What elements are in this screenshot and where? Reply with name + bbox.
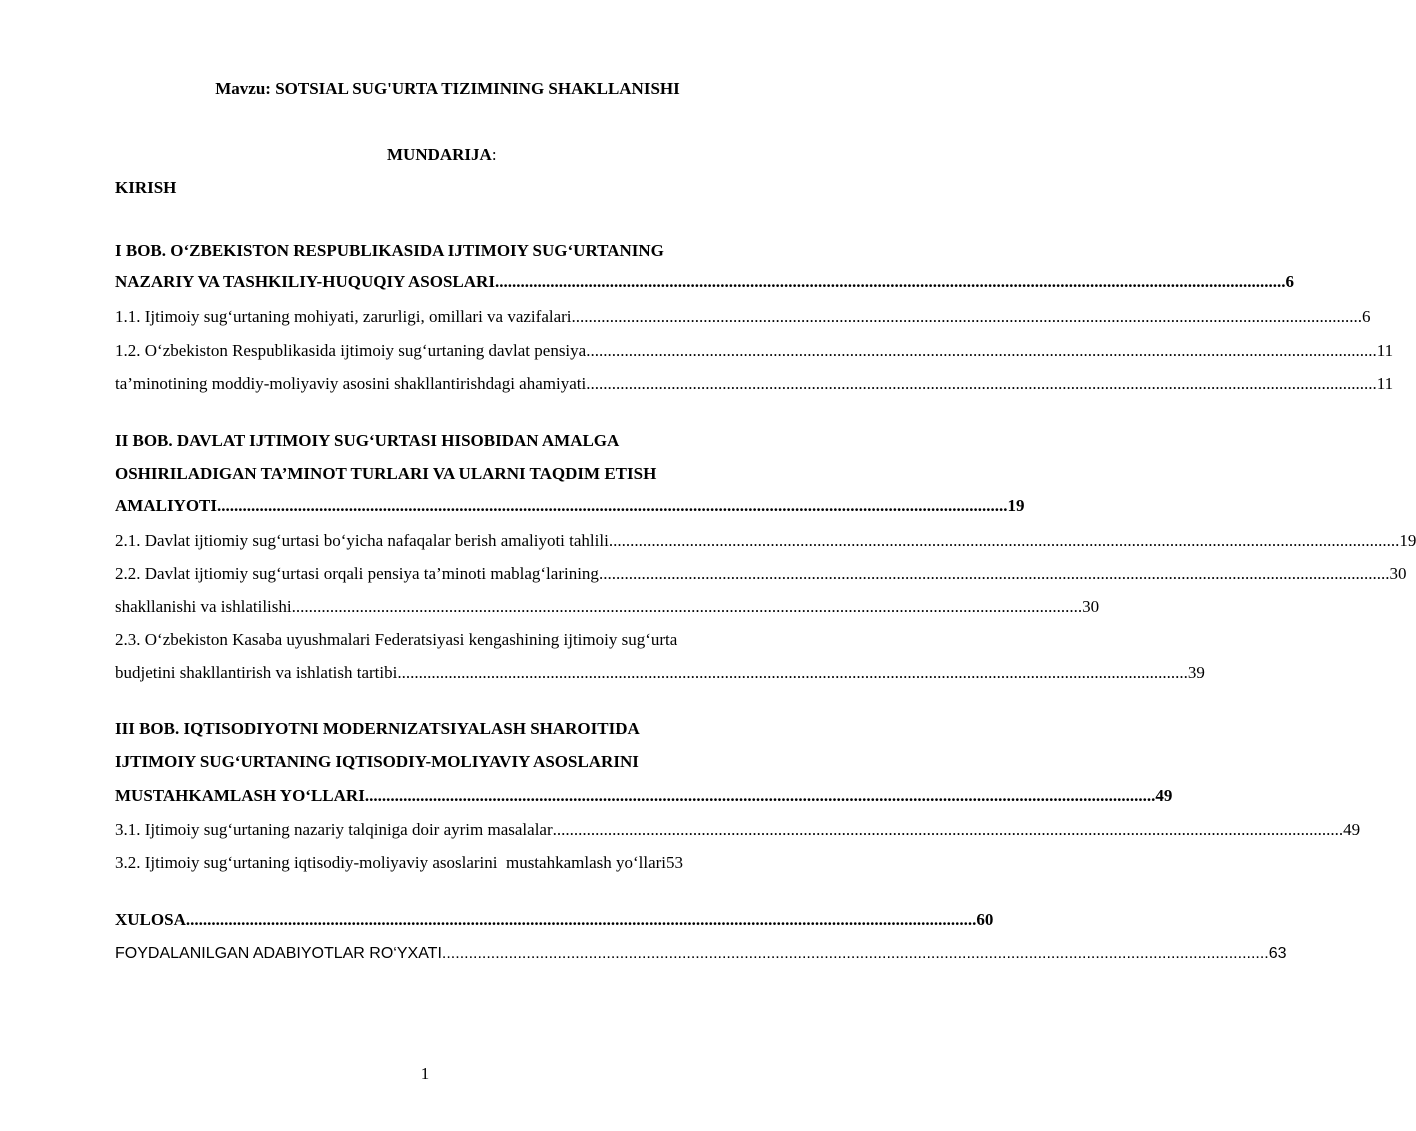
ch1-title-text: NAZARIY VA TASHKILIY-HUQUQIY ASOSLARI <box>115 272 495 291</box>
toc-entry-3-1 <box>115 819 1361 841</box>
page-number: 1 <box>420 1064 430 1083</box>
leader-dots: .......................................................................................................................................................................................... <box>441 945 1269 962</box>
leader-dots: .......................................................................................................................................................................................... <box>552 820 1344 839</box>
toc-entry-text: 1.1. Ijtimoiy sug‘urtaning mohiyati, zarurligi, omillari va vazifalari <box>115 307 572 326</box>
toc-conclusion <box>115 909 994 931</box>
leader-dots: .......................................................................................................................................................................................... <box>571 307 1363 326</box>
toc-entry-text: 1.2. O‘zbekiston Respublikasida ijtimoiy sug‘urtaning davlat pensiya <box>115 341 587 360</box>
ch3-title-text: MUSTAHKAMLASH YO‘LLARI <box>115 786 365 805</box>
contents-heading-colon: : <box>491 145 497 164</box>
contents-heading-text: MUNDARIJA <box>387 145 492 164</box>
toc-entry-text: ta’minotining moddiy-moliyaviy asosini shakllantirishdagi ahamiyati <box>115 374 587 393</box>
toc-entry-2-2b <box>115 596 1100 618</box>
toc-entry-1-1 <box>115 306 1371 328</box>
ch2-title-line3 <box>115 495 1025 517</box>
toc-entry-2-2a <box>115 563 1407 585</box>
toc-references <box>115 943 1287 965</box>
ch1-title-line1: I BOB. O‘ZBEKISTON RESPUBLIKASIDA IJTIMOIY SUG‘URTANING <box>115 241 664 260</box>
toc-entry-page: 49 <box>1343 820 1361 839</box>
toc-entry-page: 6 <box>1362 307 1371 326</box>
toc-entry-page: 11 <box>1376 374 1394 393</box>
toc-entry-text: 2.1. Davlat ijtiomiy sug‘urtasi bo‘yicha nafaqalar berish amaliyoti tahlili <box>115 531 609 550</box>
toc-entry-page: 39 <box>1187 663 1205 682</box>
leader-dots: .......................................................................................................................................................................................... <box>291 597 1083 616</box>
leader-dots: .......................................................................................................................................................................................... <box>608 531 1400 550</box>
ch2-page: 19 <box>1007 496 1025 515</box>
toc-entry-2-3a: 2.3. O‘zbekiston Kasaba uyushmalari Federatsiyasi kengashining ijtimoiy sug‘urta <box>115 630 678 649</box>
toc-entry-2-3b <box>115 662 1205 684</box>
toc-entry-text: budjetini shakllantirish va ishlatish tartibi <box>115 663 398 682</box>
document-title: Mavzu: SOTSIAL SUG'URTA TIZIMINING SHAKLLANISHI <box>215 79 680 98</box>
toc-entry-page: 11 <box>1376 341 1394 360</box>
leader-dots: .......................................................................................................................................................................................... <box>598 564 1390 583</box>
toc-entry-text: shakllanishi va ishlatilishi <box>115 597 292 616</box>
toc-entry-text: XULOSA <box>115 910 186 929</box>
ch1-title-line2 <box>115 271 1294 293</box>
ch3-title-line2: IJTIMOIY SUG‘URTANING IQTISODIY-MOLIYAVIY ASOSLARINI <box>115 752 639 771</box>
ch1-page: 6 <box>1285 272 1294 291</box>
toc-entry-page: 19 <box>1399 531 1416 550</box>
toc-entry-text: 2.2. Davlat ijtiomiy sug‘urtasi orqali pensiya ta’minoti mablag‘larining <box>115 564 599 583</box>
leader-dots: .......................................................................................................................................................................................... <box>364 786 1156 805</box>
leader-dots: .......................................................................................................................................................................................... <box>217 496 1008 515</box>
toc-entry-page: 30 <box>1082 597 1100 616</box>
leader-dots: .......................................................................................................................................................................................... <box>586 341 1377 360</box>
leader-dots: .......................................................................................................................................................................................... <box>586 374 1377 393</box>
contents-heading <box>387 144 587 166</box>
toc-entry-page: 60 <box>976 910 994 929</box>
toc-entry-text: FOYDALANILGAN ADABIYOTLAR RO‘YXATI <box>115 945 442 962</box>
toc-entry-1-2a <box>115 340 1394 362</box>
toc-entry-3-2: 3.2. Ijtimoiy sug‘urtaning iqtisodiy-moliyaviy asoslarini mustahkamlash yo‘llari53 <box>115 853 684 872</box>
leader-dots: .......................................................................................................................................................................................... <box>494 272 1286 291</box>
toc-entry-2-1 <box>115 530 1416 552</box>
ch3-title-line1: III BOB. IQTISODIYOTNI MODERNIZATSIYALASH SHAROITIDA <box>115 719 640 738</box>
toc-entry-1-2b <box>115 373 1394 395</box>
leader-dots: .......................................................................................................................................................................................... <box>397 663 1188 682</box>
toc-entry-text: 3.1. Ijtimoiy sug‘urtaning nazariy talqiniga doir ayrim masalalar <box>115 820 553 839</box>
ch2-title-line2: OSHIRILADIGAN TA’MINOT TURLARI VA ULARNI TAQDIM ETISH <box>115 464 657 483</box>
ch3-page: 49 <box>1155 786 1173 805</box>
toc-intro: KIRISH <box>115 178 177 197</box>
leader-dots: .......................................................................................................................................................................................... <box>185 910 977 929</box>
ch2-title-line1: II BOB. DAVLAT IJTIMOIY SUG‘URTASI HISOBIDAN AMALGA <box>115 431 620 450</box>
ch2-title-text: AMALIYOTI <box>115 496 218 515</box>
ch3-title-line3 <box>115 785 1173 807</box>
toc-entry-page: 30 <box>1389 564 1407 583</box>
toc-entry-page: 63 <box>1268 945 1287 962</box>
